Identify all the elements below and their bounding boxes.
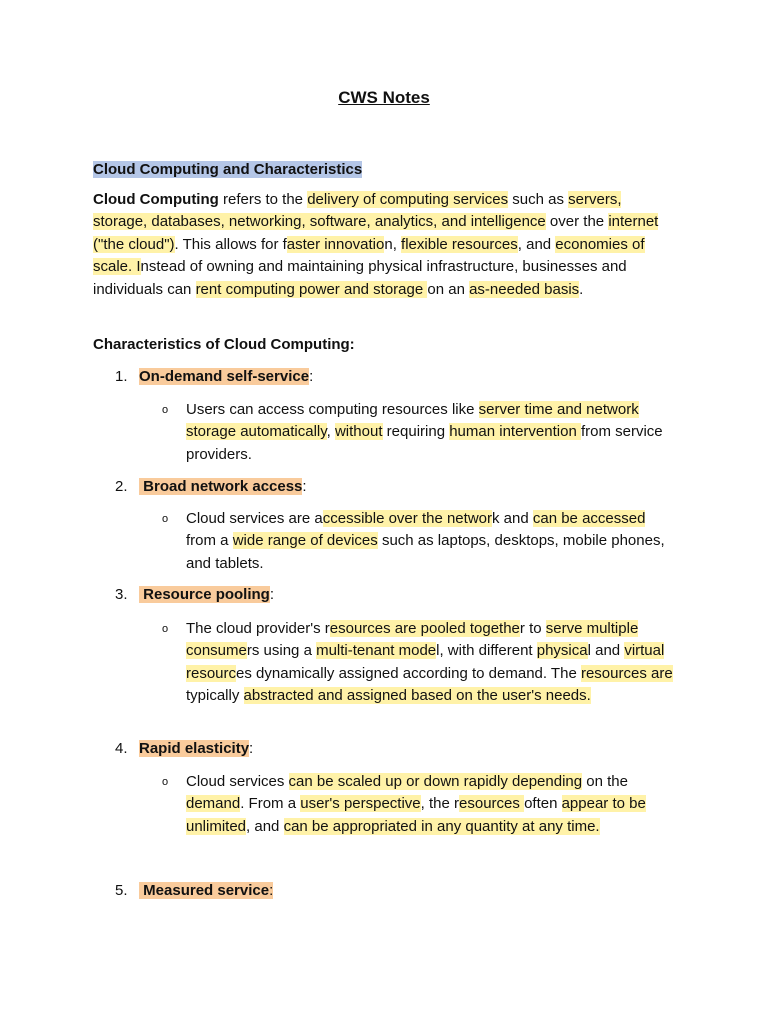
bullet-text: Users can access computing resources like <box>186 401 479 418</box>
characteristics-heading: Characteristics of Cloud Computing: <box>93 336 355 353</box>
bullet-point <box>162 399 676 466</box>
intro-highlight: flexible resources <box>401 235 518 253</box>
intro-text: on an <box>427 280 470 298</box>
intro-highlight: aster innovatio <box>286 235 385 253</box>
bullet-highlight: can be accessed <box>532 510 646 527</box>
bullet-text: often <box>524 795 562 813</box>
bullet-text: r to <box>519 620 546 637</box>
bullet-highlight: ccessible over the networ <box>322 510 492 527</box>
intro-text: , and <box>517 235 556 253</box>
bullet-highlight: demand <box>186 795 241 813</box>
item-number: 5. <box>115 882 128 899</box>
bullet-circle-icon: o <box>162 776 169 788</box>
item-label: Resource pooling <box>139 586 270 603</box>
bullet-highlight: physica <box>536 642 588 660</box>
bullet-highlight: can be scaled up or down rapidly depending <box>288 773 583 790</box>
bullet-text: The cloud provider's r <box>186 620 330 637</box>
item-suffix: : <box>249 740 254 757</box>
bullet-text: from service providers. <box>186 423 663 463</box>
page-title: CWS Notes <box>338 88 430 107</box>
item-number: 1. <box>115 368 128 385</box>
bullet-text: such as laptops, desktops, mobile phones, and tablets. <box>186 532 665 572</box>
list-item <box>115 738 253 760</box>
intro-text: n, <box>384 235 402 253</box>
bullet-highlight: without <box>334 423 383 441</box>
item-label: On-demand self-service <box>139 368 310 385</box>
bullet-highlight: serve multiple consume <box>186 620 639 660</box>
intro-highlight: servers, storage, databases, networking, software, analytics, and intelligence <box>93 191 622 231</box>
bullet-text: Cloud services <box>186 773 289 790</box>
bullet-highlight: appear to be unlimited <box>186 795 646 835</box>
item-number: 2. <box>115 478 128 495</box>
item-suffix: : <box>269 882 274 899</box>
intro-text: nstead of owning and maintaining physical infrastructure, businesses and individuals can <box>93 258 627 298</box>
bullet-highlight: abstracted and assigned based on the user's needs. <box>243 687 591 705</box>
bullet-highlight: user's perspective <box>300 795 421 813</box>
bullet-text: requiring <box>382 423 450 441</box>
bullet-text: , the r <box>420 795 460 813</box>
item-suffix: : <box>269 586 275 603</box>
bullet-circle-icon: o <box>162 623 169 635</box>
item-label: Measured service <box>139 882 270 899</box>
item-number: 4. <box>115 740 128 757</box>
bullet-point <box>162 508 676 575</box>
bullet-highlight: wide range of devices <box>232 532 378 550</box>
item-suffix: : <box>302 478 307 495</box>
bullet-text: , and <box>246 817 284 835</box>
bullet-circle-icon: o <box>162 513 169 525</box>
bullet-text: l and <box>587 642 625 660</box>
intro-highlight: as-needed basis <box>469 280 580 298</box>
bullet-text: rs using a <box>246 642 317 660</box>
bullet-highlight: virtual resourc <box>186 642 665 682</box>
item-number: 3. <box>115 586 128 603</box>
intro-highlight: economies of scale. I <box>93 235 645 276</box>
section-heading-text: Cloud Computing and Characteristics <box>93 161 363 178</box>
bullet-circle-icon: o <box>162 404 169 416</box>
bullet-highlight: multi-tenant mode <box>316 642 437 660</box>
intro-highlight: delivery of computing services <box>307 191 509 208</box>
bullet-highlight: can be appropriated in any quantity at any time. <box>283 817 600 835</box>
bullet-highlight: resources are <box>580 664 673 682</box>
intro-text: over the <box>545 213 609 231</box>
bullet-text: , <box>326 423 335 441</box>
list-item <box>115 584 274 606</box>
bullet-text: from a <box>186 532 233 550</box>
intro-paragraph <box>93 189 673 301</box>
intro-text: . This allows for f <box>174 235 287 253</box>
bullet-text: k and <box>491 510 533 527</box>
bullet-text: on the <box>582 773 628 790</box>
list-item <box>115 366 313 388</box>
bullet-text: Cloud services are a <box>186 510 323 527</box>
intro-text: such as <box>508 191 569 208</box>
item-label: Rapid elasticity <box>139 740 250 757</box>
item-suffix: : <box>309 368 314 385</box>
intro-text: . <box>579 280 584 298</box>
bullet-highlight: esources <box>459 795 525 813</box>
item-label: Broad network access <box>139 478 303 495</box>
bullet-text: . From a <box>240 795 301 813</box>
list-item <box>115 476 307 498</box>
bullet-highlight: esources are pooled togethe <box>329 620 520 637</box>
intro-highlight: internet ("the cloud") <box>93 213 659 253</box>
bullet-highlight: human intervention <box>449 423 581 441</box>
list-item <box>115 880 273 902</box>
bullet-text: es dynamically assigned according to demand. The <box>236 664 581 682</box>
intro-term: Cloud Computing <box>93 191 219 208</box>
section-heading <box>93 159 362 181</box>
bullet-point <box>162 618 676 708</box>
intro-highlight: rent computing power and storage <box>195 280 428 298</box>
bullet-text: typically <box>186 687 244 705</box>
bullet-highlight: server time and network storage automatically <box>186 401 639 441</box>
bullet-text: l, with different <box>436 642 537 660</box>
intro-text: refers to the <box>218 191 308 208</box>
bullet-point <box>162 771 676 838</box>
